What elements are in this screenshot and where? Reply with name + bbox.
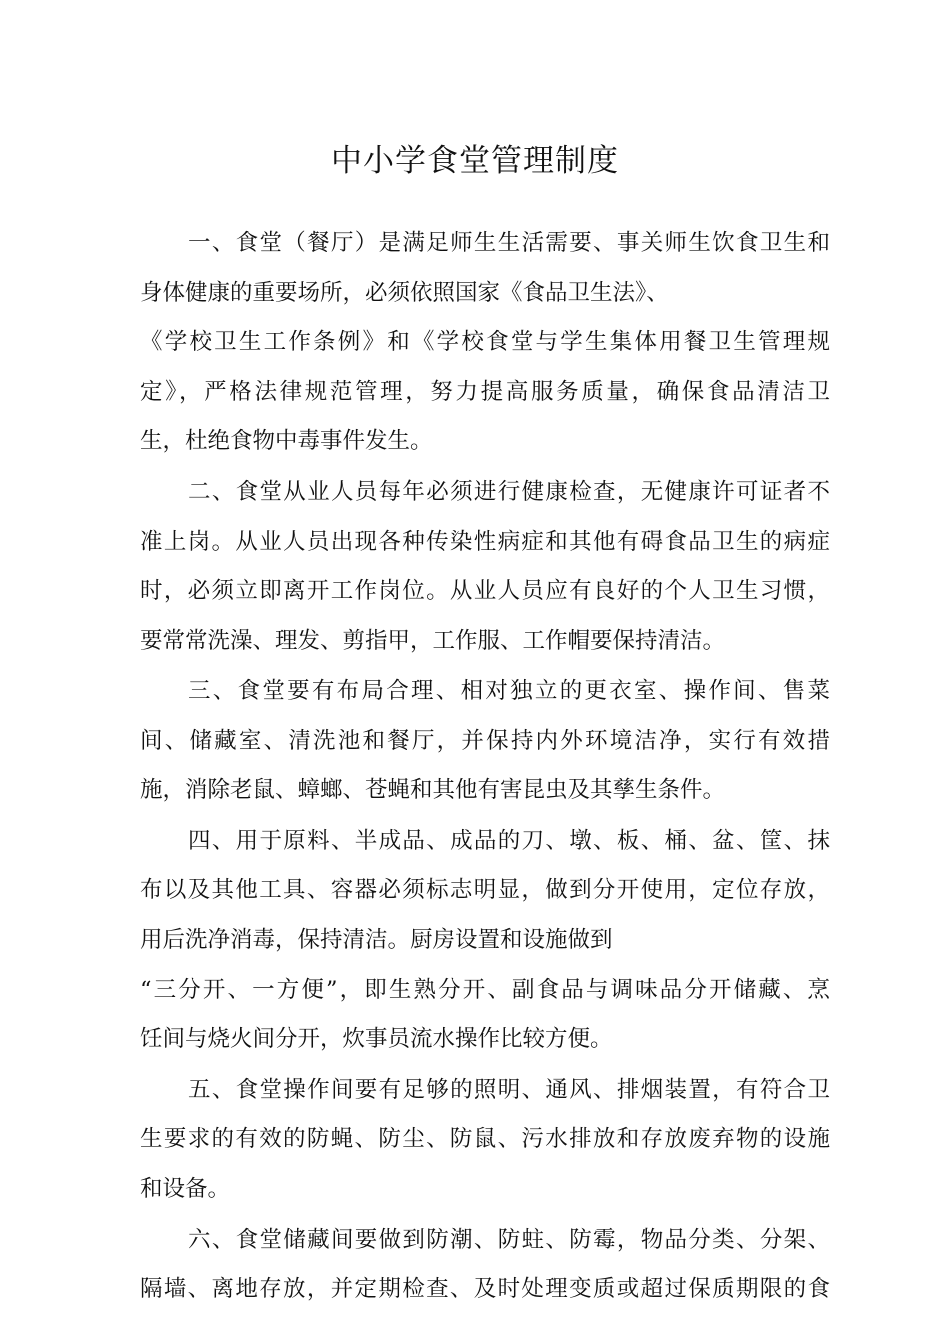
paragraph-5-line-3: 和设备。	[140, 1176, 231, 1202]
paragraph-4-line-2: 布以及其他工具、容器必须标志明显，做到分开使用，定位存放，	[140, 877, 830, 903]
paragraph-5-line-1: 五、食堂操作间要有足够的照明、通风、排烟装置，有符合卫	[188, 1077, 830, 1103]
paragraph-3-line-2: 间、储藏室、清洗池和餐厅，并保持内外环境洁净，实行有效措	[140, 728, 830, 754]
paragraph-1-line-5: 生，杜绝食物中毒事件发生。	[140, 428, 433, 454]
paragraph-3-line-3: 施，消除老鼠、蟑螂、苍蝇和其他有害昆虫及其孳生条件。	[140, 777, 726, 803]
paragraph-6-line-2: 隔墙、离地存放，并定期检查、及时处理变质或超过保质期限的食	[140, 1276, 830, 1302]
paragraph-2-line-3: 时，必须立即离开工作岗位。从业人员应有良好的个人卫生习惯，	[140, 578, 830, 604]
paragraph-1-line-3: 《学校卫生工作条例》和《学校食堂与学生集体用餐卫生管理规	[140, 329, 830, 355]
paragraph-2-line-2: 准上岗。从业人员出现各种传染性病症和其他有碍食品卫生的病症	[140, 529, 830, 555]
paragraph-2-line-1: 二、食堂从业人员每年必须进行健康检查，无健康许可证者不	[188, 479, 830, 505]
paragraph-5-line-2: 生要求的有效的防蝇、防尘、防鼠、污水排放和存放废弃物的设施	[140, 1126, 830, 1152]
paragraph-4-line-5: 饪间与烧火间分开，炊事员流水操作比较方便。	[140, 1026, 613, 1052]
paragraph-6-line-1: 六、食堂储藏间要做到防潮、防蛀、防霉，物品分类、分架、	[188, 1227, 830, 1253]
paragraph-4-line-4: “三分开、一方便”，即生熟分开、副食品与调味品分开储藏、烹	[140, 977, 830, 1003]
paragraph-1-line-1: 一、食堂（餐厅）是满足师生生活需要、事关师生饮食卫生和	[188, 230, 830, 256]
paragraph-1-line-4: 定》，严格法律规范管理，努力提高服务质量，确保食品清洁卫	[140, 379, 830, 405]
paragraph-1-line-2: 身体健康的重要场所，必须依照国家《食品卫生法》、	[140, 280, 669, 306]
paragraph-4-line-1: 四、用于原料、半成品、成品的刀、墩、板、桶、盆、筐、抹	[188, 828, 830, 854]
paragraph-3-line-1: 三、食堂要有布局合理、相对独立的更衣室、操作间、售菜	[188, 678, 830, 704]
paragraph-2-line-4: 要常常洗澡、理发、剪指甲，工作服、工作帽要保持清洁。	[140, 628, 726, 654]
paragraph-4-line-3: 用后洗净消毒，保持清洁。厨房设置和设施做到	[140, 927, 613, 953]
document-title: 中小学食堂管理制度	[331, 143, 619, 179]
